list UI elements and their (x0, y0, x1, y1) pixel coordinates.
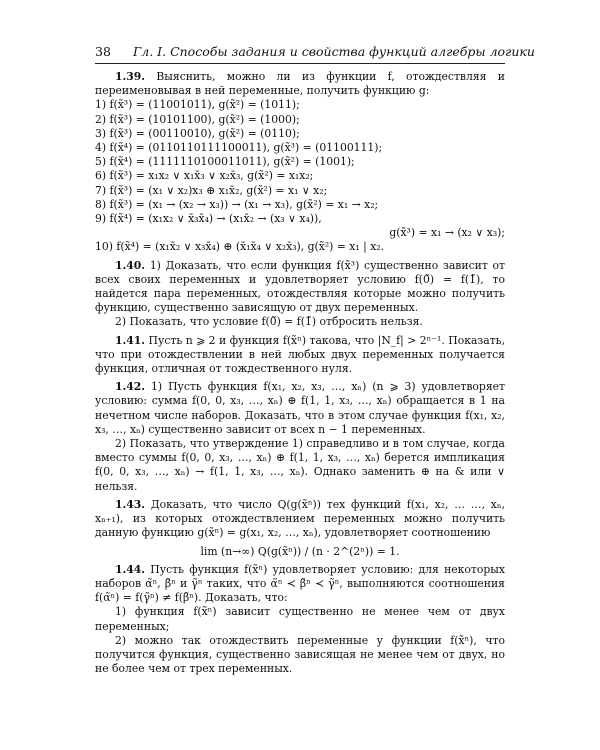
problem-number: 1.41. (115, 333, 146, 347)
problem-1-42-part-2: 2) Показать, что утверждение 1) справедливо и в том случае, когда вместо суммы f(0, 0, x₃, …, xₙ) ⊕ f(1, 1, x₃, …, xₙ) берется импликация f(0, 0, x₃, …, xₙ) → f(1, 1, x₃, …, xₙ). Однако заменить ⊕ на & или ∨ нельзя. (95, 437, 505, 493)
page-body (95, 70, 505, 735)
list-item: 9) f(x̃⁴) = (x₁x₂ ∨ x̄₃x̄₄) → (x₁x̄₂ → (x₃ ∨ x₄)), (95, 212, 322, 226)
problem-1-40-part-2: 2) Показать, что условие f(0̃) = f(1̃) отбросить нельзя. (115, 315, 423, 329)
page-header (95, 44, 535, 60)
problem-text: 1) Доказать, что если функция f(x̃³) существенно зависит от всех своих переменных и удовлетворяет условию f(0̃) = f(1̃), то найдется пара переменных, отождествляя которые можно получить функцию, существенно зависящую от двух переменных. (95, 258, 505, 315)
problem-1-44 (95, 563, 505, 606)
list-item: 5) f(x̃⁴) = (1111110100011011), g(x̃²) = (1001); (95, 155, 355, 169)
problem-text: Доказать, что число Q(g(x̃ⁿ)) тех функций f(x₁, x₂, … …, xₙ, xₙ₊₁), из которых отождествлением переменных можно получить данную функцию g(x̃ⁿ) = g(x₁, x₂, …, xₙ), удовлетворяет соотношению (95, 497, 505, 540)
problem-1-39-items (95, 98, 505, 254)
display-formula: lim (n→∞) Q(g(x̃ⁿ)) / (n · 2^(2ⁿ)) = 1. (200, 544, 400, 558)
problem-number: 1.39. (115, 70, 146, 83)
list-item: 3) f(x̃³) = (00110010), g(x̃²) = (0110); (95, 126, 300, 140)
problem-1-40 (95, 259, 505, 316)
problem-text: Пусть n ⩾ 2 и функция f(x̃ⁿ) такова, что |N_f| > 2ⁿ⁻¹. Показать, что при отождествлении в ней любых двух переменных получается функция, отличная от тождественного нуля. (95, 333, 505, 376)
list-item: 2) f(x̃³) = (10101100), g(x̃²) = (1000); (95, 112, 300, 126)
problem-number: 1.44. (115, 562, 146, 576)
problem-1-44-part-1: 1) функция f(x̃ⁿ) зависит существенно не менее чем от двух переменных; (95, 605, 505, 633)
list-item-continuation: g(x̃³) = x₁ → (x₂ ∨ x₃); (389, 226, 505, 240)
problem-number: 1.42. (115, 380, 146, 394)
running-head: Гл. I. Способы задания и свойства функций алгебры логики (133, 44, 535, 59)
problem-1-42 (95, 380, 505, 437)
list-item: 1) f(x̃³) = (11001011), g(x̃²) = (1011); (95, 98, 300, 112)
problem-text: 1) Пусть функция f(x₁, x₂, x₃, …, xₙ) (n ⩾ 3) удовлетворяет условию: сумма f(0, 0, x₃, …, xₙ) ⊕ f(1, 1, x₃, …, xₙ) обращается в 1 на нечетном числе наборов. Доказать, что в этом случае функция f(x₁, x₂, x₃, …, xₙ) существенно зависит от всех n − 1 переменных. (95, 380, 505, 436)
page-number: 38 (95, 44, 111, 59)
problem-number: 1.43. (115, 497, 146, 511)
problem-1-44-part-2: 2) можно так отождествить переменные у функции f(x̃ⁿ), что получится функция, существенно зависящая не менее чем от двух, но не более чем от трех переменных. (95, 633, 505, 676)
problem-1-39 (95, 70, 505, 98)
list-item: 10) f(x̃⁴) = (x₁x̄₂ ∨ x₃x̄₄) ⊕ (x̄₁x̄₄ ∨ x₂x̄₃), g(x̃²) = x₁ | x₂. (95, 240, 385, 254)
problem-number: 1.40. (115, 258, 146, 272)
problem-text: Пусть функция f(x̃ⁿ) удовлетворяет условию: для некоторых наборов α̃ⁿ, β̃ⁿ и γ̃ⁿ таких, что α̃ⁿ ≺ β̃ⁿ ≺ γ̃ⁿ, выполняются соотношения f(α̃ⁿ) = f(γ̃ⁿ) ≠ f(β̃ⁿ). Доказать, что: (95, 562, 505, 605)
problem-1-41 (95, 334, 505, 377)
list-item: 4) f(x̃⁴) = (0110110111100011), g(x̃³) = (01100111); (95, 141, 383, 155)
header-rule (95, 63, 505, 64)
problem-text: Выяснить, можно ли из функции f, отождествляя и переименовывая в ней переменные, получить функцию g: (95, 70, 505, 98)
list-item: 6) f(x̃³) = x₁x₂ ∨ x₁x̄₃ ∨ x₂x̄₃, g(x̃²) = x₁x₂; (95, 169, 314, 183)
problem-1-43 (95, 498, 505, 541)
list-item: 7) f(x̃³) = (x₁ ∨ x₂)x₃ ⊕ x₁x̄₂, g(x̃²) = x₁ ∨ x₂; (95, 183, 328, 197)
list-item: 8) f(x̃³) = (x₁ → (x₂ → x₃)) → (x₁ → x₃), g(x̃²) = x₁ → x₂; (95, 197, 379, 211)
